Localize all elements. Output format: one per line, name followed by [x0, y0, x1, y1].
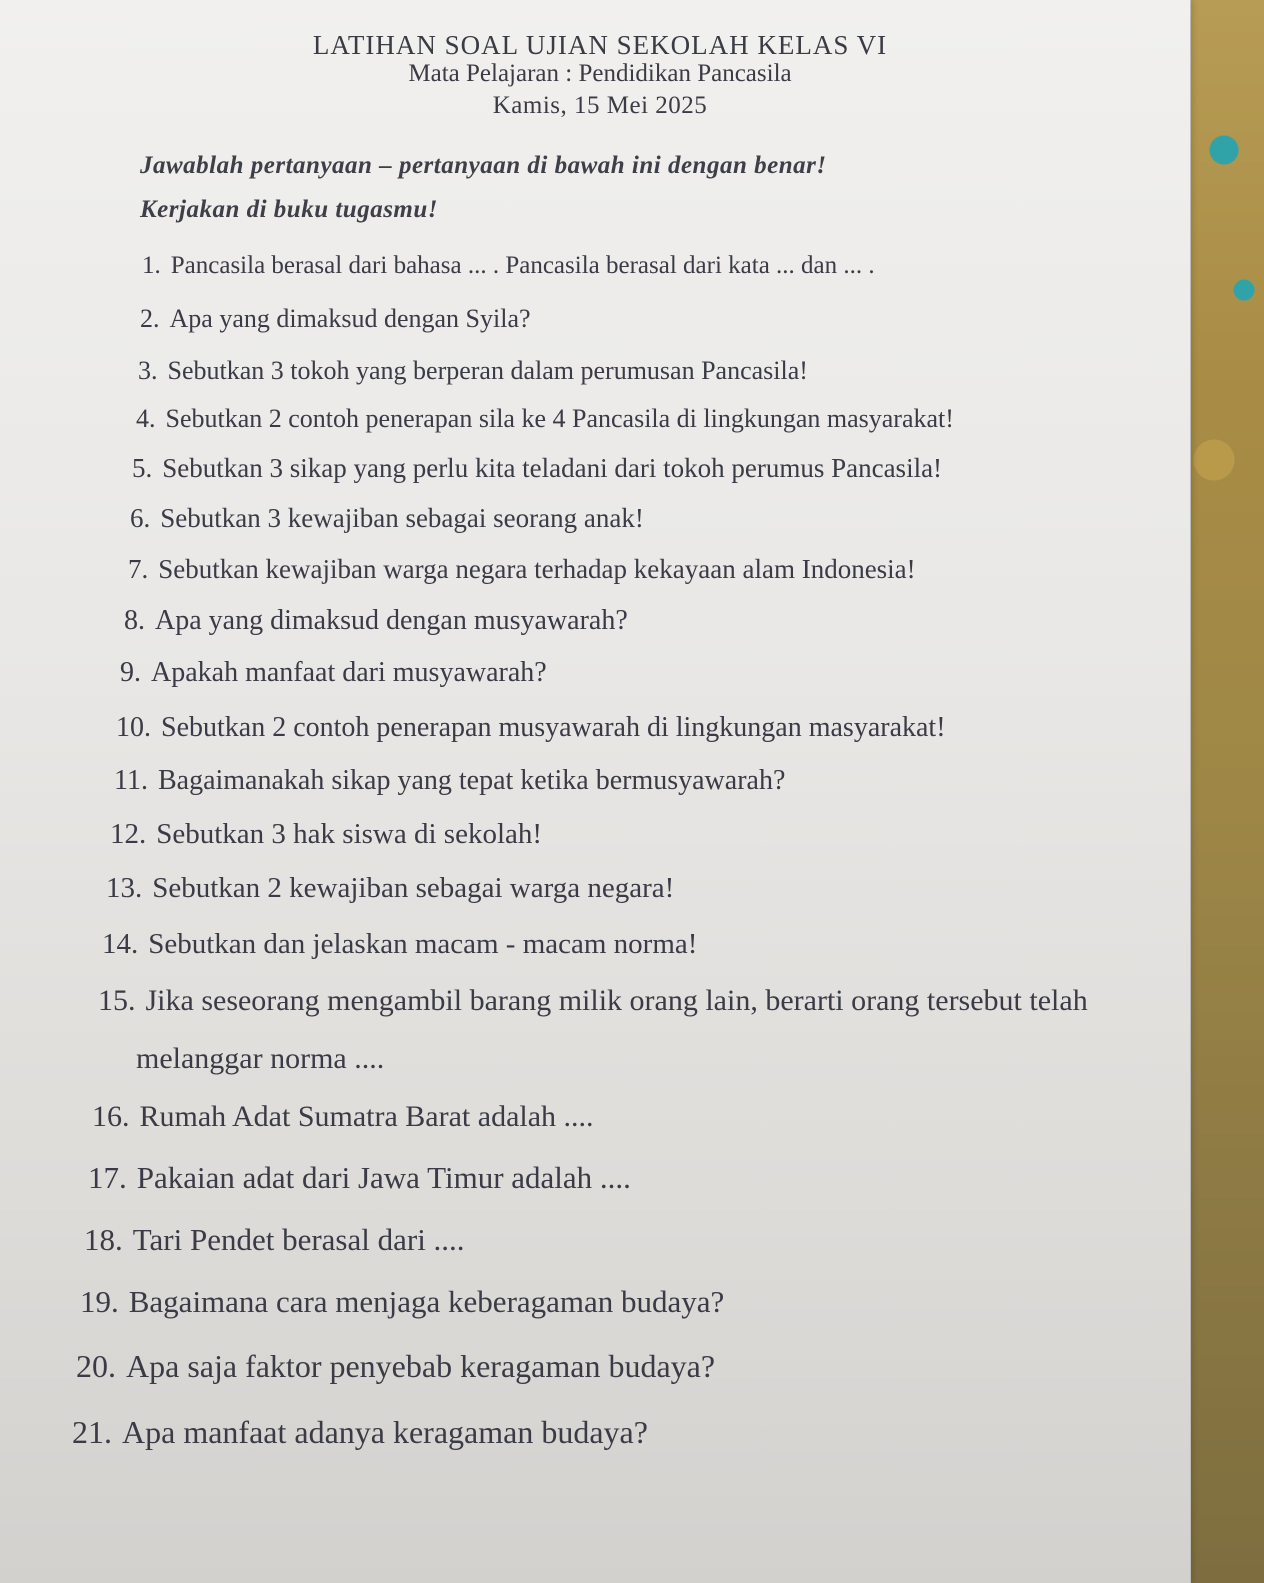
- instruction-answer: Jawablah pertanyaan – pertanyaan di bawah ini dengan benar!: [140, 152, 827, 179]
- question-number: 2.: [140, 304, 160, 333]
- question-item: [80, 1284, 724, 1320]
- question-text: Sebutkan 3 kewajiban sebagai seorang anak!: [160, 503, 644, 533]
- question-text: Apa yang dimaksud dengan Syila?: [169, 304, 531, 333]
- question-text: melanggar norma ....: [136, 1042, 385, 1075]
- question-text: Sebutkan 2 contoh penerapan sila ke 4 Pancasila di lingkungan masyarakat!: [165, 404, 954, 433]
- question-number: 1.: [142, 252, 161, 279]
- question-text: Apa saja faktor penyebab keragaman budaya?: [126, 1348, 716, 1384]
- question-item: [130, 503, 644, 534]
- question-item: [92, 1100, 594, 1134]
- question-number: 4.: [136, 404, 156, 433]
- question-number: 11.: [114, 765, 148, 796]
- question-number: 12.: [110, 818, 147, 850]
- question-item: [98, 984, 1088, 1018]
- question-text: Rumah Adat Sumatra Barat adalah ....: [139, 1100, 594, 1133]
- question-item: [114, 765, 785, 797]
- question-item: [110, 818, 542, 851]
- question-text: Sebutkan 3 hak siswa di sekolah!: [156, 818, 543, 850]
- question-number: 17.: [88, 1160, 127, 1195]
- question-number: 16.: [92, 1100, 130, 1133]
- question-item: [72, 1414, 648, 1451]
- question-item: [132, 453, 942, 484]
- question-text: Sebutkan 2 contoh penerapan musyawarah di lingkungan masyarakat!: [161, 712, 946, 743]
- question-number: 6.: [130, 503, 151, 533]
- question-number: 3.: [138, 356, 158, 385]
- question-item: [120, 657, 547, 689]
- question-number: 15.: [98, 984, 136, 1017]
- exam-title: LATIHAN SOAL UJIAN SEKOLAH KELAS VI: [312, 30, 888, 60]
- question-text: Sebutkan kewajiban warga negara terhadap kekayaan alam Indonesia!: [158, 554, 916, 584]
- question-item: [116, 712, 946, 744]
- question-number: 20.: [76, 1348, 116, 1384]
- question-text: Jika seseorang mengambil barang milik orang lain, berarti orang tersebut telah: [145, 984, 1088, 1017]
- question-text: Sebutkan 3 sikap yang perlu kita teladani dari tokoh perumus Pancasila!: [162, 453, 943, 483]
- question-text: Sebutkan dan jelaskan macam - macam norma!: [148, 928, 698, 960]
- exam-subject: Mata Pelajaran : Pendidikan Pancasila: [408, 60, 792, 87]
- question-text: Sebutkan 3 tokoh yang berperan dalam perumusan Pancasila!: [167, 356, 808, 385]
- question-item: [138, 356, 808, 386]
- question-text: Pancasila berasal dari bahasa ... . Pancasila berasal dari kata ... dan ... .: [170, 252, 875, 279]
- question-number: 18.: [84, 1222, 123, 1257]
- question-number: 9.: [120, 657, 141, 688]
- question-text: Sebutkan 2 kewajiban sebagai warga negara!: [152, 872, 675, 904]
- question-number: 10.: [116, 712, 151, 743]
- question-item: [140, 304, 531, 334]
- question-item: [102, 928, 697, 961]
- question-item: [88, 1160, 631, 1196]
- question-number: 7.: [128, 554, 149, 584]
- question-item: [128, 554, 916, 585]
- question-item: [106, 872, 674, 905]
- question-item: [76, 1348, 715, 1385]
- instruction-notebook: Kerjakan di buku tugasmu!: [140, 196, 439, 223]
- question-item: [136, 404, 954, 434]
- decorative-cloth: [1184, 0, 1264, 1583]
- question-text: Bagaimanakah sikap yang tepat ketika bermusyawarah?: [157, 765, 786, 796]
- question-text: Bagaimana cara menjaga keberagaman budaya?: [128, 1284, 725, 1319]
- question-text: Apa yang dimaksud dengan musyawarah?: [155, 605, 628, 636]
- question-continuation: [136, 1042, 384, 1076]
- question-number: 19.: [80, 1284, 119, 1319]
- question-item: [142, 252, 875, 280]
- question-number: 5.: [132, 453, 153, 483]
- question-text: Apakah manfaat dari musyawarah?: [151, 657, 547, 688]
- question-number: 14.: [102, 928, 139, 960]
- question-number: 8.: [124, 605, 145, 636]
- exam-date: Kamis, 15 Mei 2025: [492, 92, 708, 119]
- question-text: Pakaian adat dari Jawa Timur adalah ....: [136, 1160, 631, 1195]
- question-number: 21.: [72, 1414, 112, 1450]
- question-number: 13.: [106, 872, 143, 904]
- question-text: Tari Pendet berasal dari ....: [132, 1222, 465, 1257]
- question-item: [124, 605, 628, 637]
- question-item: [84, 1222, 465, 1258]
- question-text: Apa manfaat adanya keragaman budaya?: [122, 1414, 648, 1450]
